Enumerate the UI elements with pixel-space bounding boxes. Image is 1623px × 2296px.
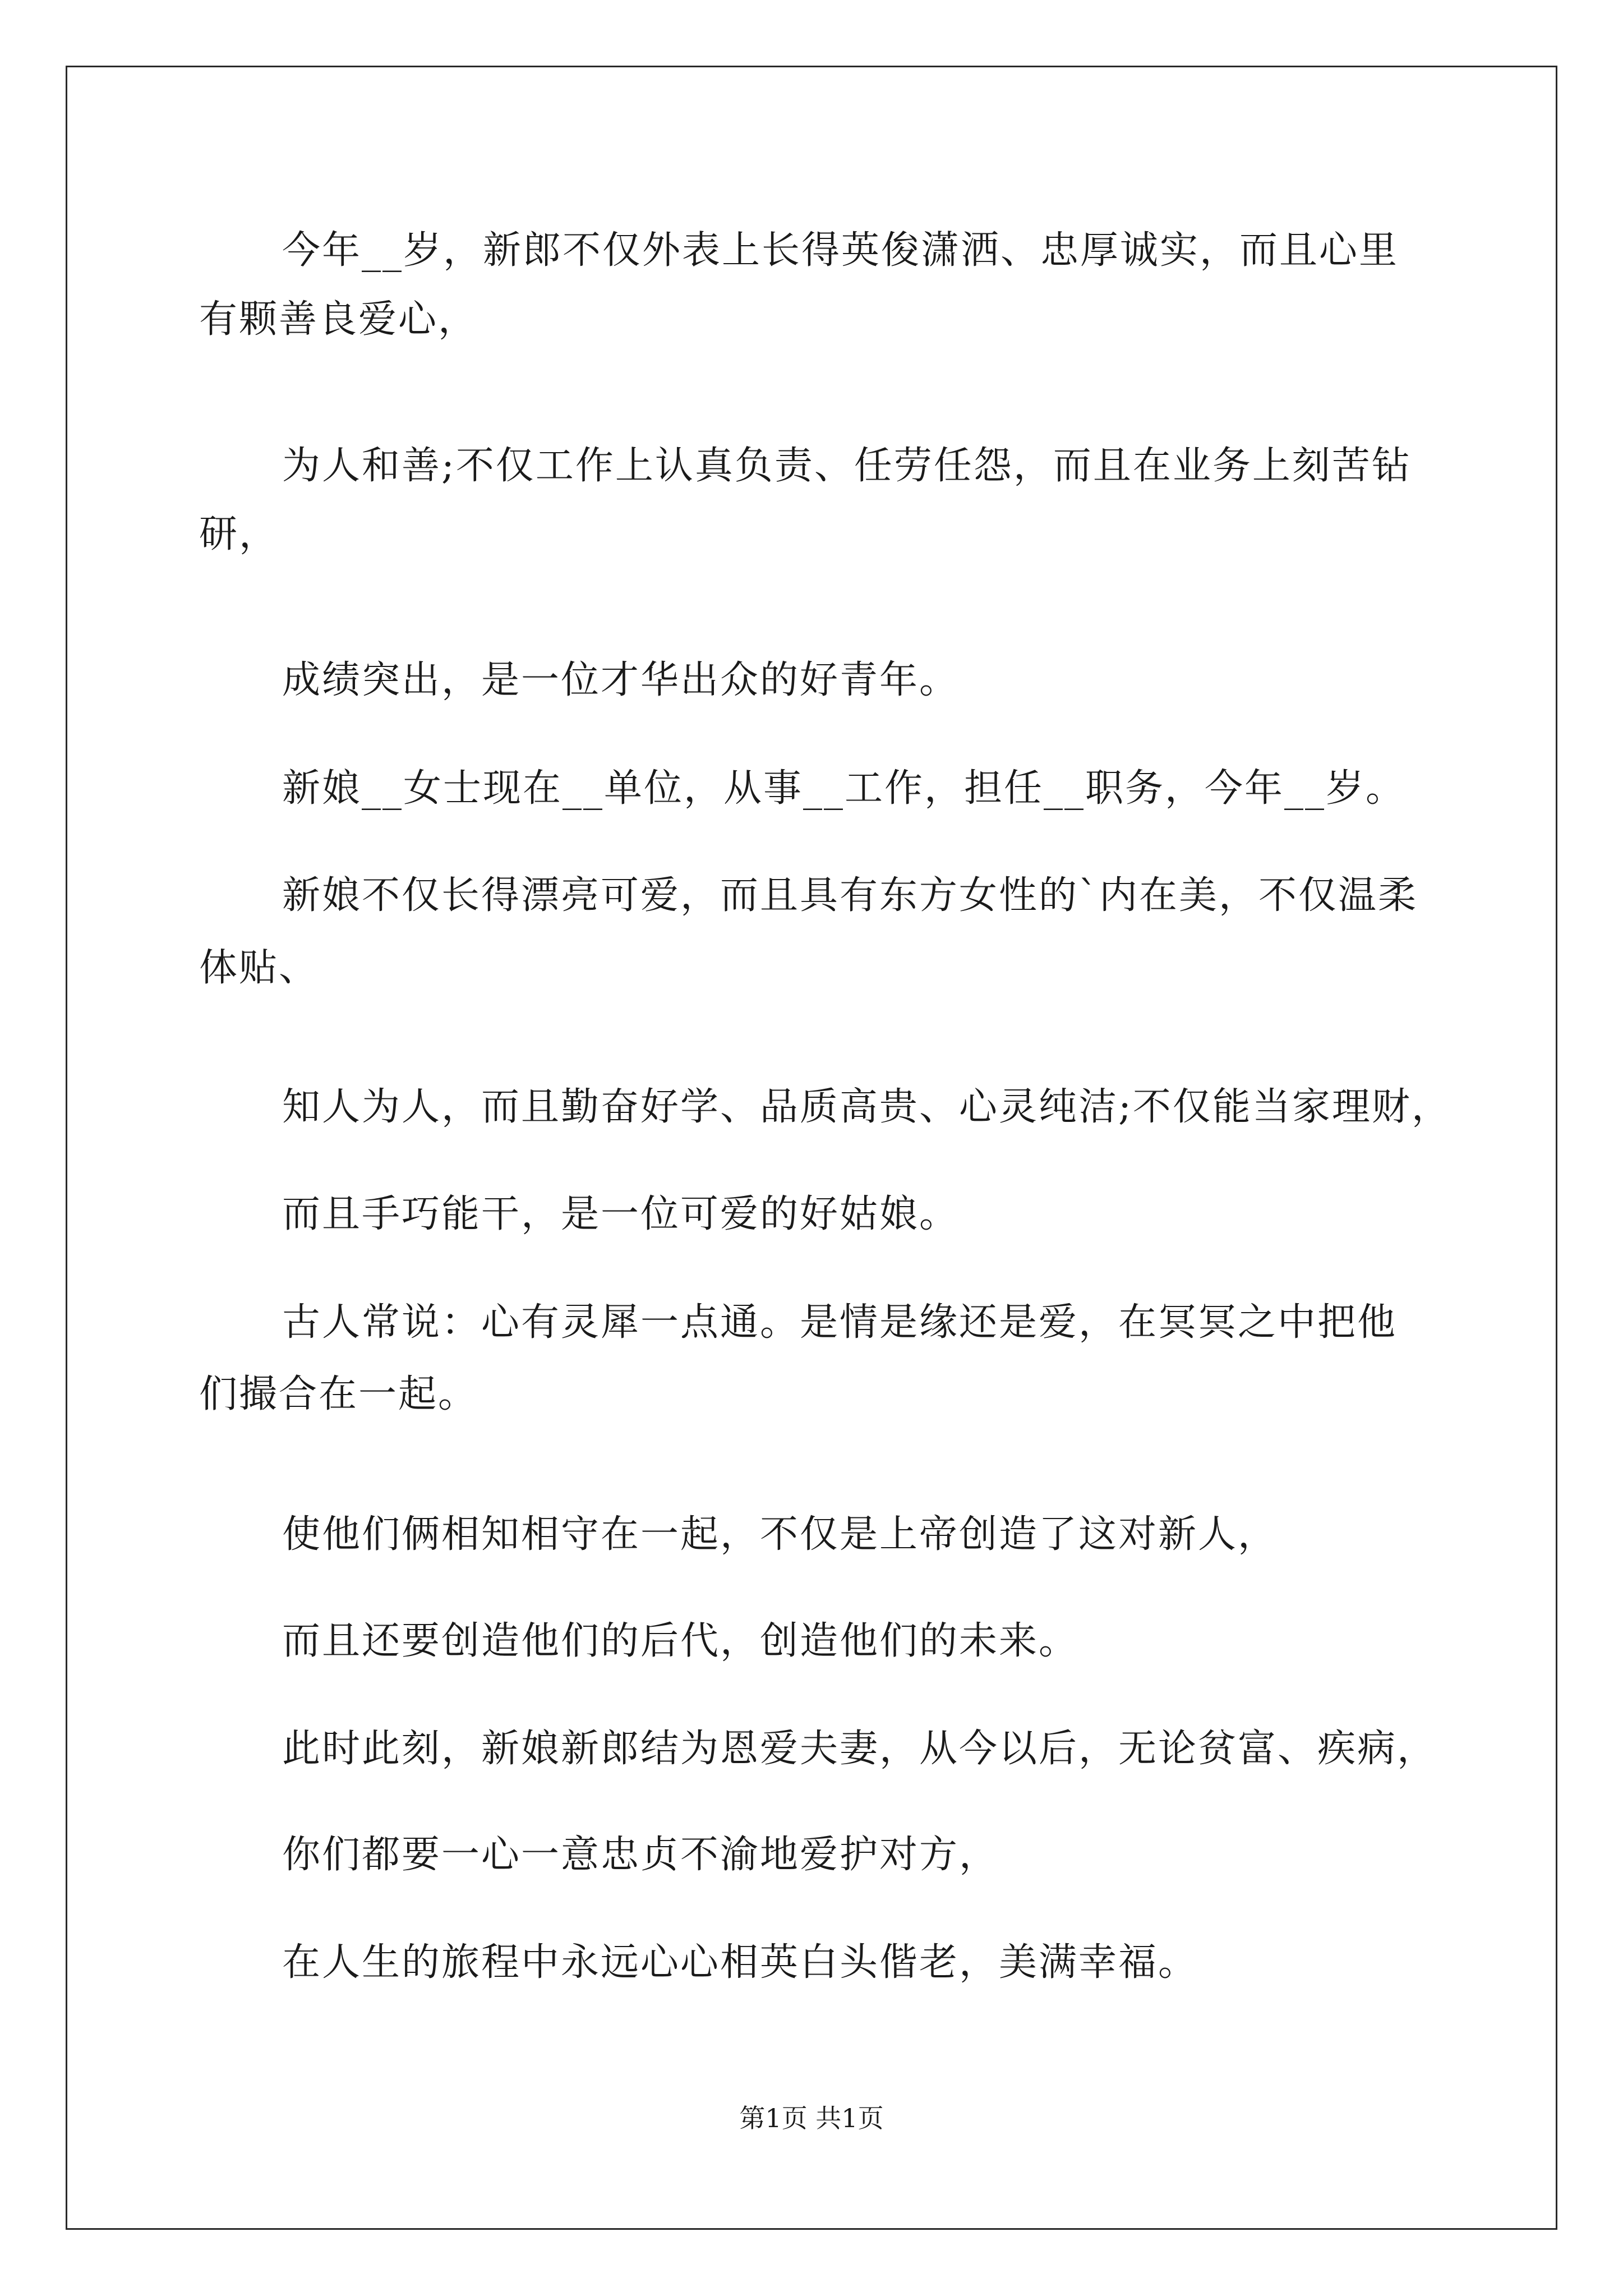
text-line: 新娘__女士现在__单位，从事__工作，担任__职务，今年__岁。 [282, 766, 1406, 811]
page-number-footer: 第1页 共1页 [739, 2103, 884, 2133]
text-line: 而且手巧能干，是一位可爱的好姑娘。 [282, 1192, 960, 1236]
text-line: 古人常说：心有灵犀一点通。是情是缘还是爱，在冥冥之中把他 [282, 1300, 1398, 1345]
text-line: 新娘不仅长得漂亮可爱，而且具有东方女性的`内在美，不仅温柔 [282, 873, 1418, 918]
page-border [66, 66, 1557, 2230]
text-line: 知人为人，而且勤奋好学、品质高贵、心灵纯洁;不仅能当家理财， [282, 1085, 1451, 1129]
text-line: 在人生的旅程中永远心心相英白头偕老，美满幸福。 [282, 1940, 1198, 1985]
text-line: 为人和善;不仅工作上认真负责、任劳任怨，而且在业务上刻苦钻 [282, 444, 1412, 488]
text-line: 你们都要一心一意忠贞不渝地爱护对方， [282, 1833, 999, 1877]
text-line: 成绩突出，是一位才华出众的好青年。 [282, 658, 960, 702]
text-line: 体贴、 [199, 946, 319, 990]
text-line: 有颗善良爱心， [199, 297, 478, 342]
text-line: 研， [199, 512, 279, 556]
text-line: 而且还要创造他们的后代，创造他们的未来。 [282, 1619, 1079, 1663]
text-line: 们撮合在一起。 [199, 1372, 478, 1416]
text-line: 使他们俩相知相守在一起，不仅是上帝创造了这对新人， [282, 1512, 1278, 1557]
text-line: 今年__岁，新郎不仅外表上长得英俊潇洒、忠厚诚实，而且心里 [282, 228, 1399, 273]
text-line: 此时此刻，新娘新郎结为恩爱夫妻，从今以后，无论贫富、疾病， [282, 1727, 1437, 1771]
